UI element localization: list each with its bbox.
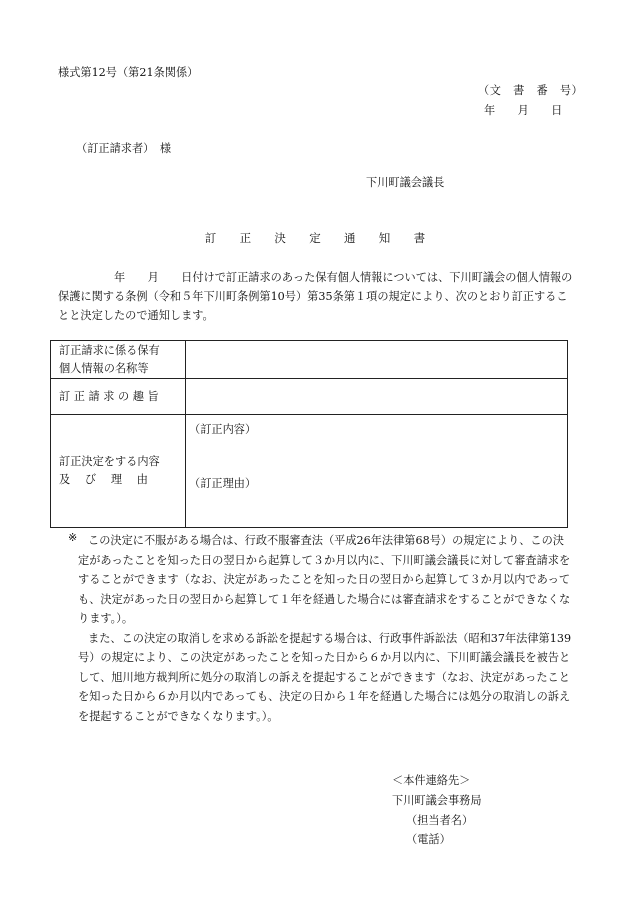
table-row <box>51 379 568 415</box>
correction-reason-label: （訂正理由） <box>189 477 257 490</box>
purpose-cell <box>186 379 568 415</box>
document-title: 訂 正 決 定 通 知 書 <box>204 231 426 245</box>
contact-block <box>392 771 482 850</box>
form-number: 様式第12号（第21条関係） <box>58 66 199 79</box>
row-label-line: 訂 正 請 求 の 趣 旨 <box>59 389 159 403</box>
row-label-decision <box>51 415 186 528</box>
table-row <box>51 341 568 379</box>
addressee-requester: （訂正請求者） 様 <box>76 142 172 155</box>
correction-table <box>50 340 568 528</box>
row-label-line: 個人情報の名称等 <box>59 361 149 375</box>
row-label-line: 及 び 理 由 <box>59 473 148 486</box>
row-label-line: 訂正請求に係る保有 <box>59 343 160 357</box>
correction-content-label: （訂正内容） <box>189 423 257 436</box>
intro-paragraph: 年 月 日付けで訂正請求のあった保有個人情報については、下川町議会の個人情報の保護に関する条例（令和５年下川町条例第10号）第35条第１項の規定により、次のとおり訂正することと決定したので通知します。 <box>58 271 573 322</box>
decision-cell <box>186 415 568 528</box>
note-paragraph-appeal: この決定に不服がある場合は、行政不服審査法（平成26年法律第68号）の規定により、この決定があったことを知った日の翌日から起算して３か月以内に、下川町議会議長に対して審査請求をすることができます（なお、決定があったことを知った日の翌日から起算して３か月以内であっても、決定があった日の翌日から起算して１年を経過した場合には審査請求をすることができなくなります。）。 <box>78 534 571 625</box>
document-number: （文 書 番 号） <box>478 84 584 97</box>
sender-name: 下川町議会議長 <box>366 176 445 189</box>
document-date: 年 月 日 <box>484 104 563 117</box>
contact-heading: ＜本件連絡先＞ <box>392 774 471 787</box>
row-label-line: 訂正決定をする内容 <box>59 455 160 468</box>
row-label-purpose <box>51 379 186 415</box>
row-label-info-name <box>51 341 186 379</box>
notes-section <box>78 531 572 726</box>
note-mark: ※ <box>68 531 78 544</box>
info-name-cell <box>186 341 568 379</box>
table-row <box>51 415 568 528</box>
contact-person: （担当者名） <box>406 813 474 827</box>
contact-phone: （電話） <box>406 833 451 847</box>
contact-office: 下川町議会事務局 <box>392 793 482 807</box>
note-paragraph-lawsuit: また、この決定の取消しを求める訴訟を提起する場合は、行政事件訴訟法（昭和37年法律第139号）の規定により、この決定があったことを知った日から６か月以内に、下川町議会議長を被告として、旭川地方裁判所に処分の取消しの訴えを提起することができます（なお、決定があったことを知った日から６か月以内であっても、決定の日から１年を経過した場合には処分の取消しの訴えを提起することができなくなります。）。 <box>78 631 572 723</box>
